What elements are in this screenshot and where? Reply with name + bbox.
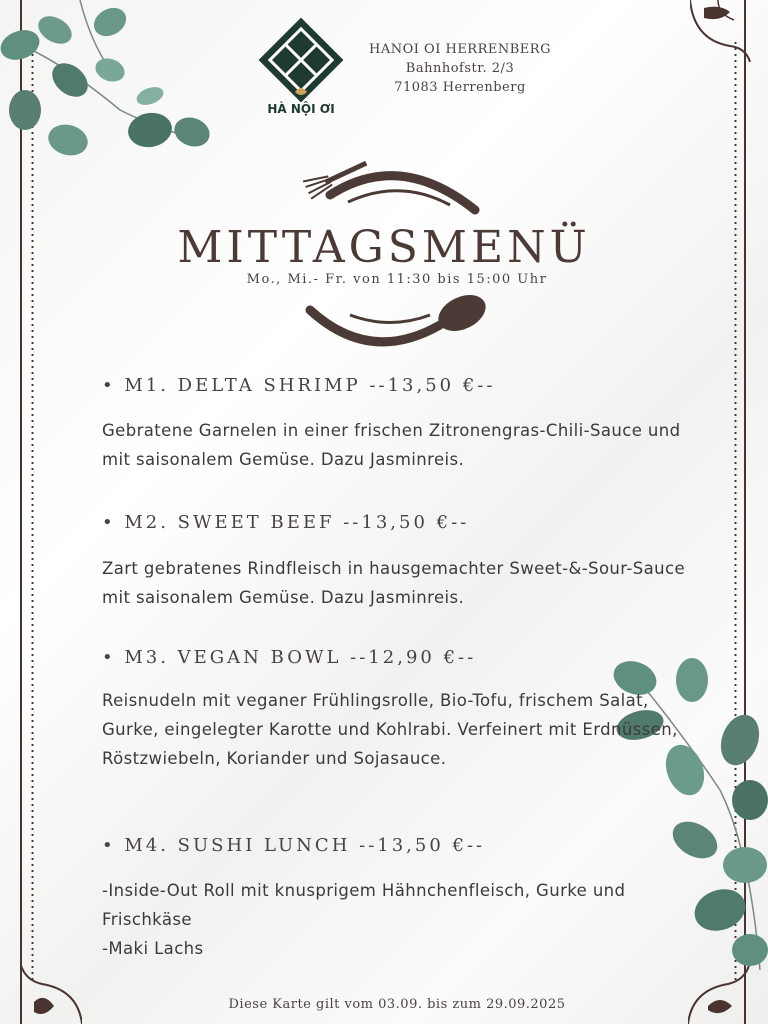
eucalyptus-leaves-top-left xyxy=(0,0,220,170)
menu-item-description-m1: Gebratene Garnelen in einer frischen Zitronengras-Chili-Sauce und mit saisonalem Gemüse. Dazu Jasminreis. xyxy=(102,421,681,469)
restaurant-city: 71083 Herrenberg xyxy=(394,80,526,95)
menu-item-heading-m2: • M2. SWEET BEEF --13,50 €-- xyxy=(102,512,470,533)
logo-text: HÀ NỘI ƠI xyxy=(267,102,335,116)
menu-item-heading-m1: • M1. DELTA SHRIMP --13,50 €-- xyxy=(102,375,496,396)
corner-ornament-bottom-right xyxy=(688,962,750,1024)
menu-item-description-m2: Zart gebratenes Rindfleisch in hausgemachter Sweet-&-Sour-Sauce mit saisonalem Gemüse. Dazu Jasminreis. xyxy=(102,559,686,607)
logo-emblem-icon xyxy=(255,14,347,102)
menu-item-m4-line-1: -Inside-Out Roll mit knusprigem Hähnchenfleisch, Gurke und Frischkäse xyxy=(102,881,626,929)
menu-hours: Mo., Mi.- Fr. von 11:30 bis 15:00 Uhr xyxy=(246,272,548,287)
menu-item-heading-m4: • M4. SUSHI LUNCH --13,50 €-- xyxy=(102,835,486,856)
corner-ornament-bottom-left xyxy=(20,962,82,1024)
restaurant-logo xyxy=(255,14,347,124)
restaurant-address xyxy=(360,40,560,97)
restaurant-street: Bahnhofstr. 2/3 xyxy=(405,61,515,76)
menu-title: MITTAGSMENÜ xyxy=(177,222,591,273)
menu-item-m4-line-2: -Maki Lachs xyxy=(102,939,204,958)
menu-item-description-m3: Reisnudeln mit veganer Frühlingsrolle, Bio-Tofu, frischem Salat, Gurke, eingelegter Karotte und Kohlrabi. Verfeinert mit Erdnüssen, Röstzwiebeln, Koriander und Sojasauce. xyxy=(102,691,678,768)
menu-item-heading-m3: • M3. VEGAN BOWL --12,90 €-- xyxy=(102,647,477,668)
frame-dots-left xyxy=(31,40,34,980)
menu-item-description-m4 xyxy=(102,876,702,963)
menu-validity-footer: Diese Karte gilt vom 03.09. bis zum 29.09.2025 xyxy=(228,997,566,1012)
restaurant-name: HANOI OI HERRENBERG xyxy=(369,42,551,57)
corner-ornament-top-right xyxy=(690,0,752,62)
